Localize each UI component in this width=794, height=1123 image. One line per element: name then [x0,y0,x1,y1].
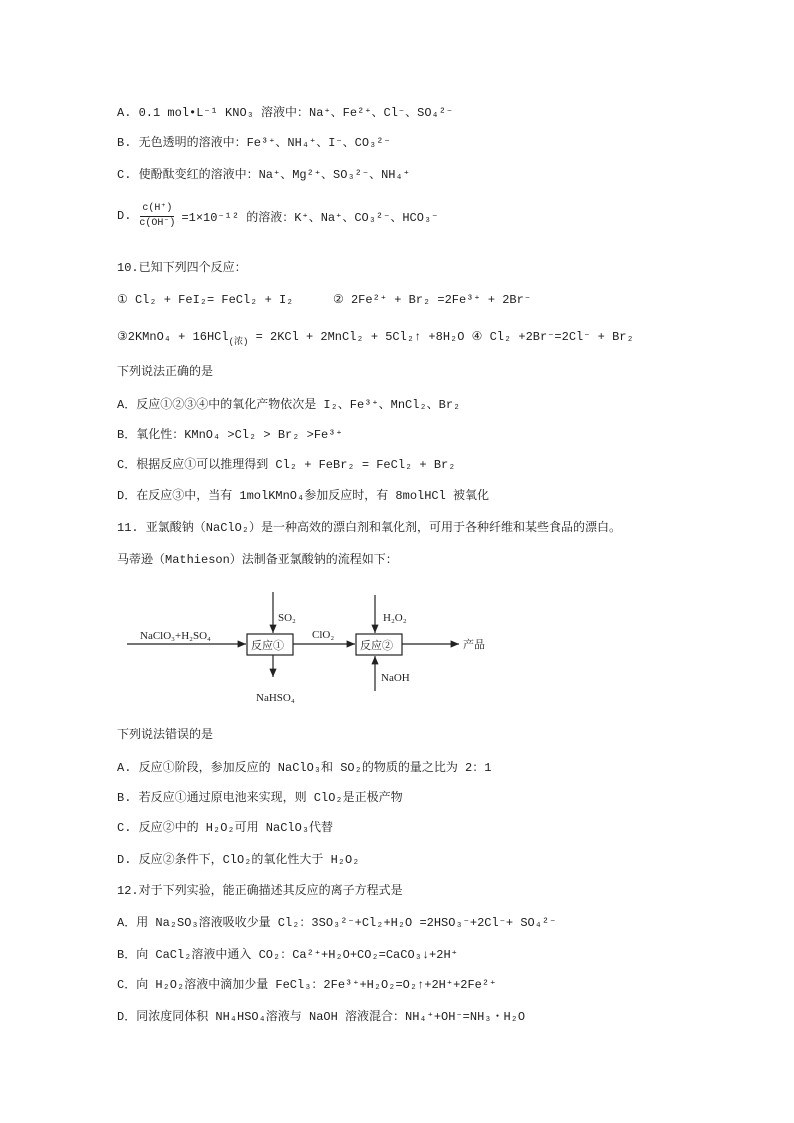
product-label: 产品 [463,639,485,651]
q10-prompt: 下列说法正确的是 [117,365,214,379]
reaction-2-label: 反应② [360,640,393,652]
q12-option-d: D．同浓度同体积 NH₄HSO₄溶液与 NaOH 溶液混合：NH₄⁺+OH⁻=NH₃・H₂O [117,1010,526,1024]
q11-option-c: C. 反应②中的 H₂O₂可用 NaClO₃代替 [117,821,334,835]
q10-option-c: C．根据反应①可以推理得到 Cl₂ + FeBr₂ = FeCl₂ + Br₂ [117,458,456,472]
q10-option-d: D．在反应③中，当有 1molKMnO₄参加反应时，有 8molHCl 被氧化 [117,489,490,503]
naoh-label: NaOH [381,672,410,684]
q11-prompt: 下列说法错误的是 [117,728,214,742]
q11-stem-line-1: 11. 亚氯酸钠（NaClO₂）是一种高效的漂白剂和氧化剂，可用于各种纤维和某些食品的漂白。 [117,521,622,535]
reaction-4: ④ Cl₂ +2Br⁻=2Cl⁻ + Br₂ [471,330,634,344]
so2-label: SO₂ [278,612,296,624]
clo2-label: ClO₂ [312,629,335,641]
fraction-numerator: c(H⁺) [140,202,174,217]
q10-option-a: A．反应①②③④中的氧化产物依次是 I₂、Fe³⁺、MnCl₂、Br₂ [117,398,461,412]
q9-option-d [117,199,438,233]
reaction-3-condition: (浓) [228,337,249,347]
q9-option-b: B. 无色透明的溶液中：Fe³⁺、NH₄⁺、I⁻、CO₃²⁻ [117,136,391,150]
q10-reactions-3-4 [117,329,634,345]
input-label: NaClO₃+H₂SO₄ [140,630,211,642]
fraction-denominator: c(OH⁻) [139,217,176,229]
q12-option-c: C．向 H₂O₂溶液中滴加少量 FeCl₃：2Fe³⁺+H₂O₂=O₂↑+2H⁺+2Fe²⁺ [117,978,497,992]
q9-option-a: A. 0.1 mol•L⁻¹ KNO₃ 溶液中：Na⁺、Fe²⁺、Cl⁻、SO₄²⁻ [117,106,454,120]
reaction-3-lhs: ③2KMnO₄ + 16HCl [117,330,229,344]
q11-stem-line-2: 马蒂逊（Mathieson）法制备亚氯酸钠的流程如下： [117,553,398,567]
nahso4-label: NaHSO₄ [256,692,295,704]
q10-option-b: B．氧化性：KMnO₄ >Cl₂ > Br₂ >Fe³⁺ [117,428,343,442]
q12-option-a: A．用 Na₂SO₃溶液吸收少量 Cl₂：3SO₃²⁻+Cl₂+H₂O =2HSO₃⁻+2Cl⁻+ SO₄²⁻ [117,916,557,930]
q11-option-a: A. 反应①阶段，参加反应的 NaClO₃和 SO₂的物质的量之比为 2：1 [117,761,492,775]
reaction-3-rhs: = 2KCl + 2MnCl₂ + 5Cl₂↑ +8H₂O [255,330,465,344]
q12-option-b: B．向 CaCl₂溶液中通入 CO₂：Ca²⁺+H₂O+CO₂=CaCO₃↓+2H⁺ [117,948,458,962]
q11-option-d: D. 反应②条件下，ClO₂的氧化性大于 H₂O₂ [117,853,360,867]
option-text: =1×10⁻¹² 的溶液：K⁺、Na⁺、CO₃²⁻、HCO₃⁻ [181,210,439,225]
h2o2-label: H₂O₂ [383,612,407,624]
q9-option-c: C. 使酚酞变红的溶液中：Na⁺、Mg²⁺、SO₃²⁻、NH₄⁺ [117,168,410,182]
reaction-1-label: 反应① [251,640,284,652]
q12-stem: 12.对于下列实验，能正确描述其反应的离子方程式是 [117,884,403,898]
q10-reaction-2: ② 2Fe²⁺ + Br₂ =2Fe³⁺ + 2Br⁻ [333,293,532,307]
option-label: D. [117,209,132,223]
q10-reaction-1: ① Cl₂ + FeI₂= FeCl₂ + I₂ [117,293,294,307]
q11-option-b: B. 若反应①通过原电池来实现，则 ClO₂是正极产物 [117,791,403,805]
q10-stem: 10.已知下列四个反应： [117,261,247,275]
fraction [137,202,177,231]
process-flow-diagram [120,585,500,710]
